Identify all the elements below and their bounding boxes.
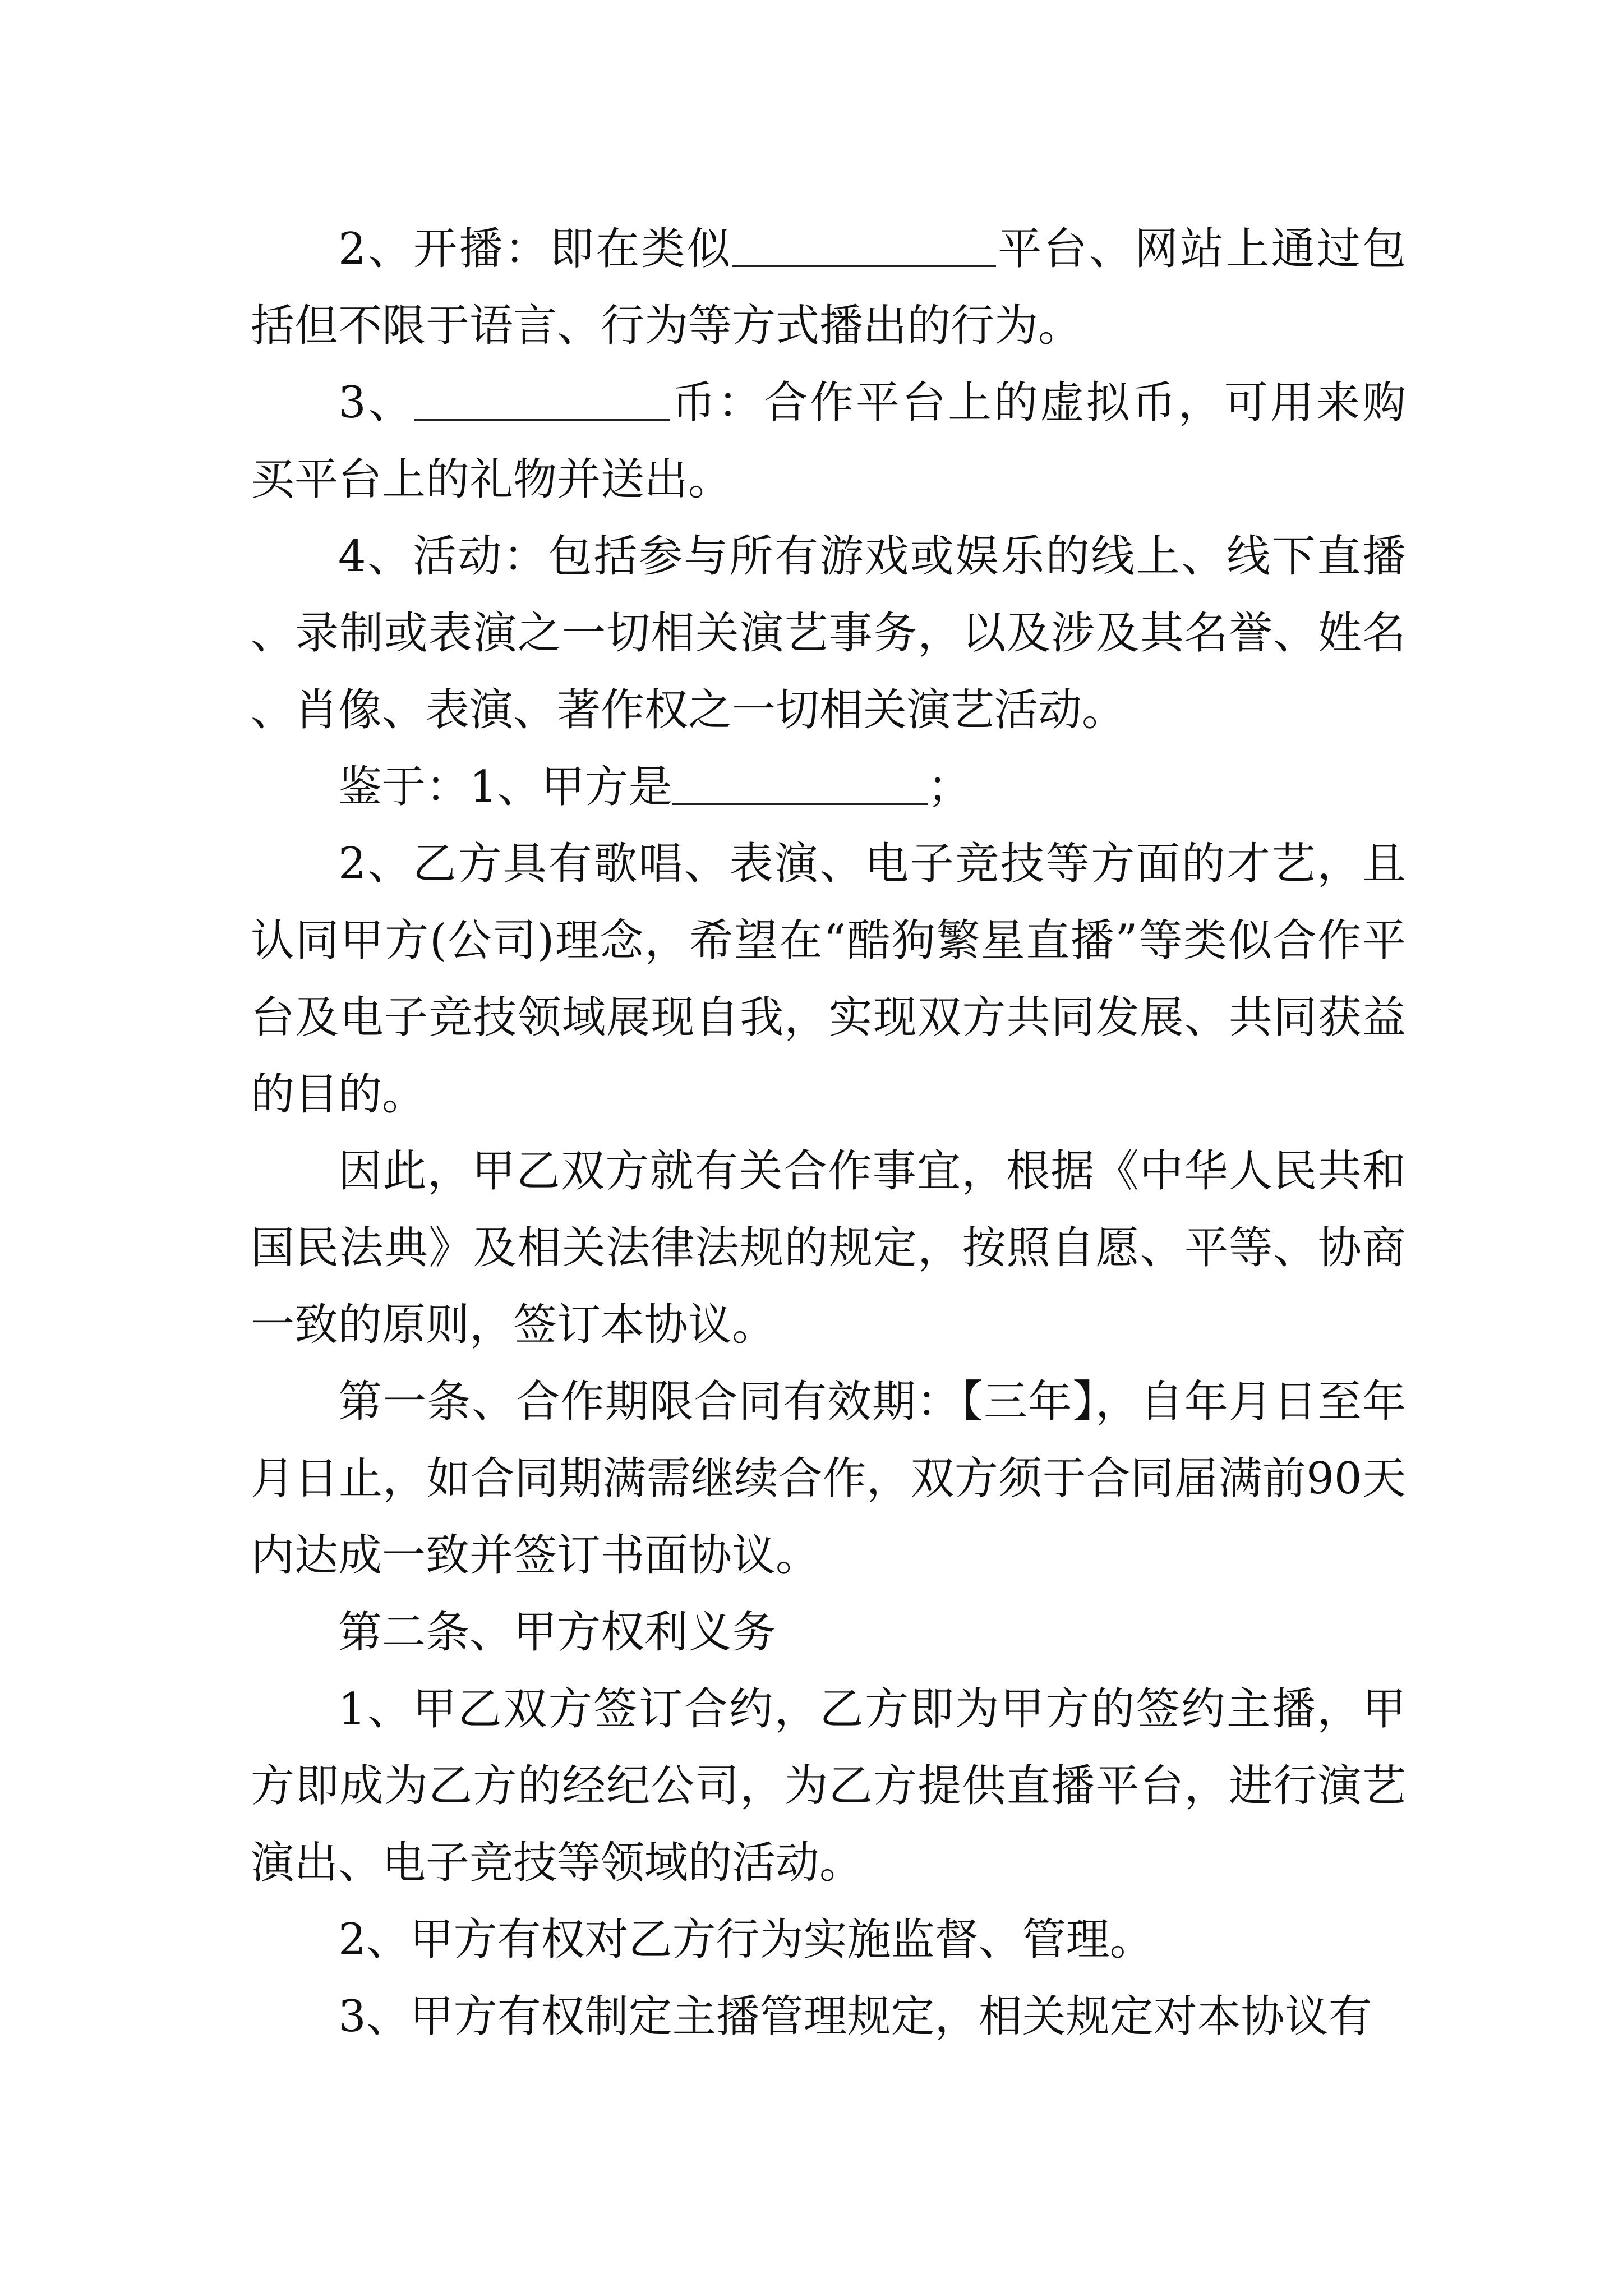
paragraph-article-1-term: 第一条、合作期限合同有效期：【三年】，自年月日至年月日止，如合同期满需继续合作，双方须于合同届满前90天内达成一致并签订书面协议。 — [251, 1377, 1406, 1581]
definition-coin-text: 币：合作平台上的虚拟币，可用来购买平台上的礼物并送出。 — [251, 378, 1406, 505]
paragraph-article-2-item-1: 1、甲乙双方签订合约，乙方即为甲方的签约主播，甲方即成为乙方的经纪公司，为乙方提供直播平台，进行演艺演出、电子竞技等领域的活动。 — [251, 1684, 1406, 1888]
paragraph-therefore: 因此，甲乙双方就有关合作事宜，根据《中华人民共和国民法典》及相关法律法规的规定，按照自愿、平等、协商一致的原则，签订本协议。 — [251, 1146, 1406, 1350]
paragraph-definition-coin — [251, 365, 1406, 518]
definition-coin-lead: 3、 — [338, 378, 414, 428]
whereas-party-a-end: ； — [927, 762, 971, 812]
paragraph-definition-activity: 4、活动：包括参与所有游戏或娱乐的线上、线下直播、录制或表演之一切相关演艺事务，以及涉及其名誉、姓名、肖像、表演、著作权之一切相关演艺活动。 — [251, 531, 1406, 735]
paragraph-article-2-item-2: 2、甲方有权对乙方行为实施监督、管理。 — [338, 1915, 1154, 1965]
whereas-party-a-lead: 鉴于：1、甲方是 — [338, 762, 672, 812]
document-body — [251, 211, 1406, 2055]
blank-party-a-description — [672, 760, 928, 805]
heading-article-2: 第二条、甲方权利义务 — [338, 1607, 776, 1658]
paragraph-whereas-party-b: 2、乙方具有歌唱、表演、电子竞技等方面的才艺，且认同甲方(公司)理念，希望在“酷狗繁星直播”等类似合作平台及电子竞技领域展现自我，实现双方共同发展、共同获益的目的。 — [251, 839, 1406, 1120]
definition-broadcast-text: 平台、网站上通过包括但不限于语言、行为等方式播出的行为。 — [251, 224, 1406, 351]
paragraph-definition-broadcast — [251, 211, 1406, 365]
blank-coin-name — [414, 375, 670, 421]
paragraph-article-2-item-3: 3、甲方有权制定主播管理规定，相关规定对本协议有 — [338, 1991, 1372, 2042]
blank-platform-name — [732, 222, 996, 267]
paragraph-whereas-party-a — [251, 749, 1406, 826]
definition-broadcast-lead: 2、开播：即在类似 — [338, 224, 732, 274]
